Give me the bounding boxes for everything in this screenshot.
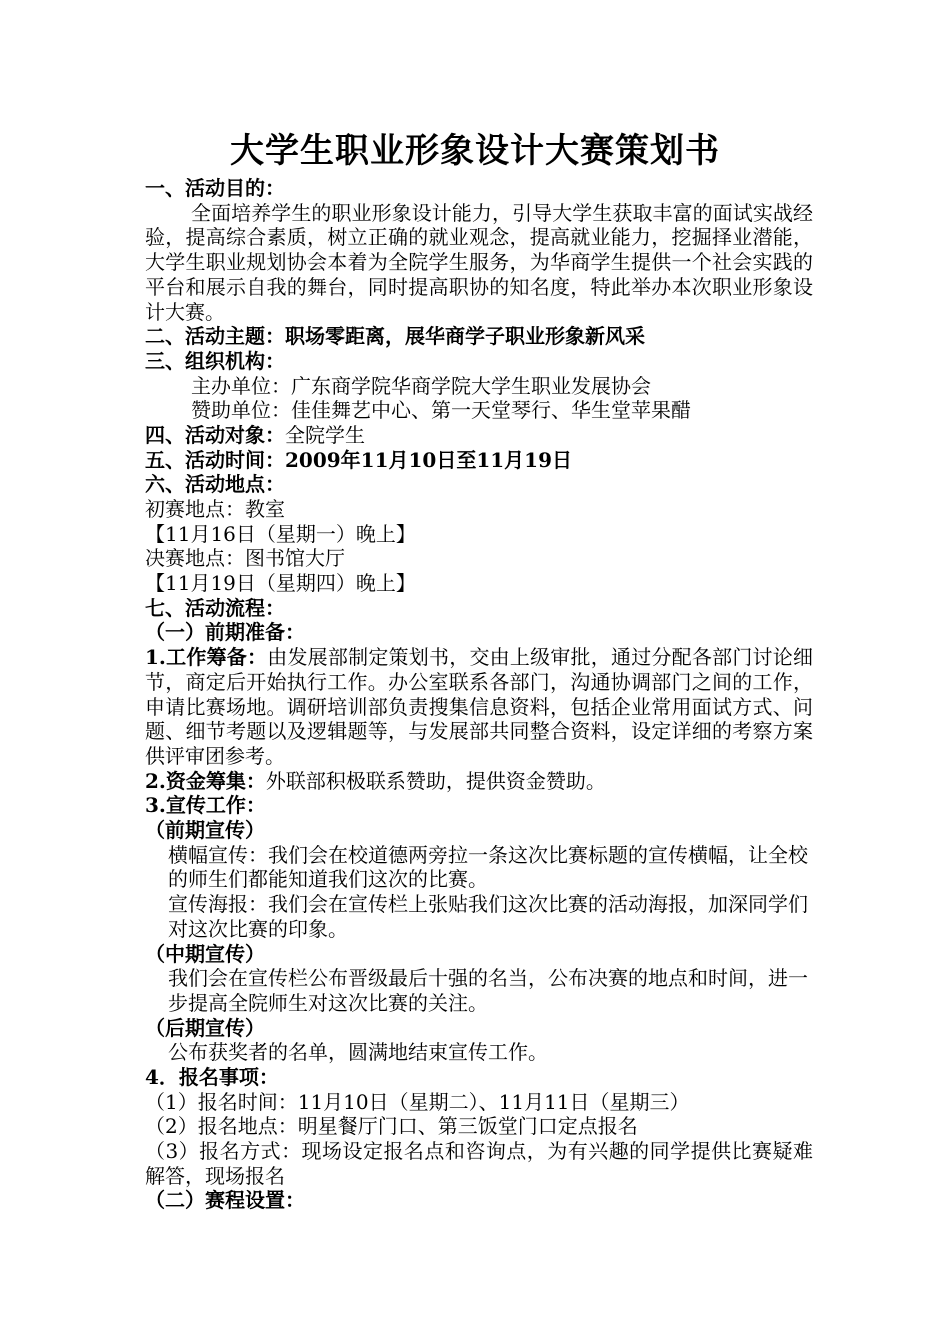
section-time-heading: 五、活动时间： bbox=[145, 447, 285, 472]
process-sub1-heading: （一）前期准备： bbox=[145, 620, 305, 645]
section-purpose-heading: 一、活动目的： bbox=[145, 176, 285, 200]
early-publicity-poster: 宣传海报：我们会在宣传栏上张贴我们这次比赛的活动海报，加深同学们对这次比赛的印象。 bbox=[168, 892, 808, 941]
item-funding-body: 外联部积极联系赞助，提供资金赞助。 bbox=[265, 768, 606, 793]
mid-publicity-label: （中期宣传） bbox=[145, 941, 265, 966]
section-org-host: 主办单位：广东商学院华商学院大学生职业发展协会 bbox=[191, 373, 651, 398]
section-audience-heading: 四、活动对象： bbox=[145, 422, 285, 447]
late-publicity-label: （后期宣传） bbox=[145, 1015, 265, 1040]
item-preparation-body: 由发展部制定策划书，交由上级审批，通过分配各部门讨论细节，商定后开始执行工作。办公室联系各部门，沟通协调部门之间的工作，申请比赛场地。调研培训部负责搜集信息资料，包括企业常用面试方式、问题、细节考题以及逻辑题等，与发展部共同整合资料，设定详细的考察方案供评审团参考。 bbox=[145, 645, 813, 768]
section-time-body: 2009年11月10日至11月19日 bbox=[285, 447, 572, 472]
registration-method: （3）报名方式：现场设定报名点和咨询点，为有兴趣的同学提供比赛疑难解答，现场报名 bbox=[145, 1139, 813, 1188]
item-publicity-label: 3.宣传工作： bbox=[145, 793, 266, 818]
item-preparation bbox=[145, 645, 813, 769]
mid-publicity-body: 我们会在宣传栏公布晋级最后十强的名当，公布决赛的地点和时间，进一步提高全院师生对这次比赛的关注。 bbox=[168, 966, 808, 1015]
venue-prelim: 初赛地点：教室 bbox=[145, 497, 285, 522]
process-sub2-heading: （二）赛程设置： bbox=[145, 1188, 305, 1213]
item-preparation-label: 1.工作筹备： bbox=[145, 645, 268, 670]
section-process-heading: 七、活动流程： bbox=[145, 595, 285, 620]
venue-final: 决赛地点：图书馆大厅 bbox=[145, 546, 345, 571]
registration-time: （1）报名时间：11月10日（星期二）、11月11日（星期三） bbox=[145, 1089, 690, 1114]
section-theme bbox=[145, 324, 813, 349]
early-publicity-banner: 横幅宣传：我们会在校道德两旁拉一条这次比赛标题的宣传横幅，让全校的师生们都能知道我们这次的比赛。 bbox=[168, 842, 808, 892]
section-org-sponsor: 赞助单位：佳佳舞艺中心、第一天堂琴行、华生堂苹果醋 bbox=[191, 398, 691, 423]
section-time bbox=[145, 448, 813, 473]
item-funding bbox=[145, 769, 813, 794]
item-funding-label: 2.资金筹集： bbox=[145, 768, 266, 793]
section-theme-heading: 二、活动主题： bbox=[145, 324, 285, 349]
section-audience bbox=[145, 423, 813, 448]
venue-prelim-date: 【11月16日（星期一）晚上】 bbox=[145, 521, 416, 546]
section-purpose-body: 全面培养学生的职业形象设计能力，引导大学生获取丰富的面试实战经验，提高综合素质，树立正确的就业观念，提高就业能力，挖掘择业潜能，大学生职业规划协会本着为全院学生服务，为华商学生提供一个社会实践的平台和展示自我的舞台，同时提高职协的知名度，特此举办本次职业形象设计大赛。 bbox=[145, 200, 813, 324]
document-body bbox=[145, 176, 813, 1213]
section-theme-body: 职场零距离，展华商学子职业形象新风采 bbox=[285, 324, 645, 349]
section-audience-body: 全院学生 bbox=[285, 422, 365, 447]
section-venue-heading: 六、活动地点： bbox=[145, 472, 285, 497]
venue-final-date: 【11月19日（星期四）晚上】 bbox=[145, 571, 416, 596]
registration-place: （2）报名地点：明星餐厅门口、第三饭堂门口定点报名 bbox=[145, 1114, 638, 1139]
document-title: 大学生职业形象设计大赛策划书 bbox=[230, 131, 720, 171]
early-publicity-label: （前期宣传） bbox=[145, 818, 265, 843]
section-org-heading: 三、组织机构： bbox=[145, 348, 285, 373]
item-registration-label: 4．报名事项： bbox=[145, 1065, 279, 1090]
late-publicity-body: 公布获奖者的名单，圆满地结束宣传工作。 bbox=[168, 1040, 548, 1065]
